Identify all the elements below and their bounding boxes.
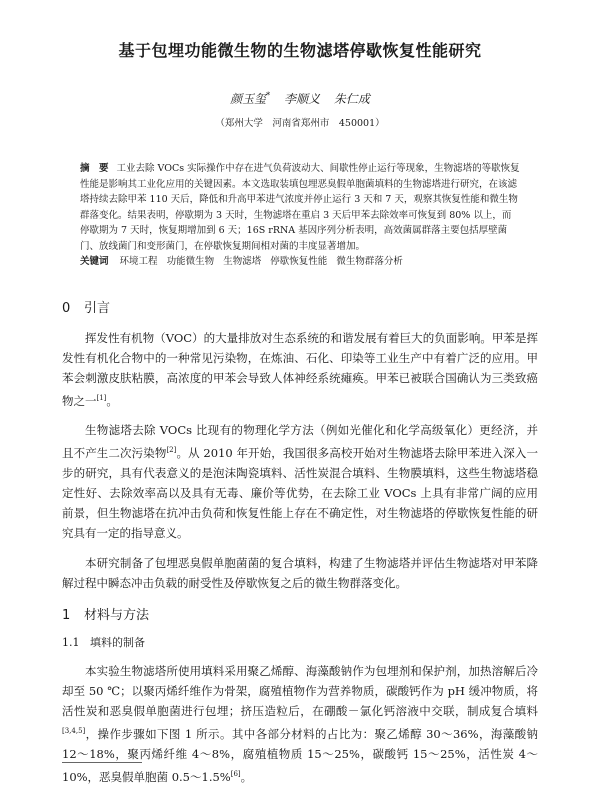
section-number: 1 bbox=[62, 608, 71, 624]
affiliation: （郑州大学 河南省郑州市 450001） bbox=[215, 118, 385, 129]
keyword: 生物滤塔 bbox=[223, 256, 262, 267]
paragraph-end: 。 bbox=[240, 769, 253, 784]
paragraph-text: 生物滤塔去除 VOCs 比现有的物理化学方法（例如光催化和化学高级氧化）更经济，并且不产生二次污染物 bbox=[62, 423, 538, 461]
intro-paragraph-1 bbox=[62, 328, 538, 411]
paragraph-end: 。 bbox=[106, 393, 118, 408]
subsection-title: 填料的制备 bbox=[90, 636, 145, 650]
keyword: 停歇恢复性能 bbox=[270, 256, 328, 267]
paper-title: 基于包埋功能微生物的生物滤塔停歇恢复性能研究 bbox=[118, 41, 482, 60]
section-heading-intro bbox=[62, 300, 538, 318]
section-heading-methods bbox=[62, 607, 538, 625]
paragraph-text: ，操作步骤如下图 1 所示。其中各部分材料的占比为：聚乙烯醇 30～36%，海藻酸钠 12～18%，聚丙烯纤维 4～8%，腐殖植物质 15～25%，碳酸钙 15～25%，活性炭 4～10%，恶臭假单胞菌 0.5～1.5% bbox=[62, 726, 538, 784]
abstract bbox=[80, 161, 520, 254]
author-name: 朱仁成 bbox=[333, 92, 370, 106]
keyword: 功能微生物 bbox=[166, 256, 215, 267]
paragraph-text: 本实验生物滤塔所使用填料采用聚乙烯醇、海藻酸钠作为包埋剂和保护剂，加热溶解后冷却至 50 ℃；以聚丙烯纤维作为骨架，腐殖植物作为营养物质，碳酸钙作为 pH 缓冲物质，将活性炭和恶臭假单胞菌进行包埋；挤压造粒后，在硼酸－氯化钙溶液中交联，制成复合填料 bbox=[62, 664, 538, 719]
abstract-text: 工业去除 VOCs 实际操作中存在进气负荷波动大、间歇性停止运行等现象，生物滤塔的等歇恢复性能是影响其工业化应用的关键因素。本文选取装填包埋恶臭假单胞菌填料的生物滤塔进行研究，在该滤塔持续去除甲苯 110 天后，降低和升高甲苯进气浓度并停止运行 3 天和 7 天，观察其恢复性能和微生物群落变化。结果表明，停歇期为 3 天时，生物滤塔在重启 3 天后甲苯去除效率可恢复到 80% 以上，而停歇期为 7 天时，恢复期增加到 6 天；16S rRNA 基因序列分析表明，高效菌属群落主要包括厚壁菌门、放线菌门和变形菌门，在停歇恢复期间相对菌的丰度显著增加。 bbox=[80, 163, 520, 252]
citation: [6] bbox=[230, 769, 241, 778]
intro-paragraph-2 bbox=[62, 420, 538, 543]
paragraph-text: 挥发性有机物（VOC）的大量排放对生态系统的和谐发展有着巨大的负面影响。甲苯是挥发性有机化合物中的一种常见污染物，在炼油、石化、印染等工业生产中有着广泛的应用。甲苯会刺激皮肤粘膜，高浓度的甲苯会导致人体神经系统瘫痪。甲苯已被联合国确认为三类致癌物之一 bbox=[62, 330, 538, 408]
author-name: 李顺义 bbox=[283, 92, 320, 106]
subsection-number: 1.1 bbox=[62, 636, 80, 650]
keyword: 微生物群落分析 bbox=[336, 256, 403, 267]
section-number: 0 bbox=[62, 300, 71, 316]
methods-paragraph-1 bbox=[62, 661, 538, 787]
paragraph-text: 。从 2010 年开始，我国很多高校开始对生物滤塔去除甲苯进入深入一步的研究，具有代表意义的是泡沫陶瓷填料、活性炭混合填料、生物膜填料，这些生物滤塔稳定性好、去除效率高以及具有无毒、廉价等优势，在去除工业 VOCs 上具有非常广阔的应用前景，但生物滤塔在抗冲击负荷和恢复性能上存在不确定性，对生物滤塔的停歇恢复性能的研究具有一定的指导意义。 bbox=[62, 446, 539, 541]
author-name: 颜玉玺 bbox=[230, 92, 267, 106]
subsection-heading bbox=[62, 635, 538, 651]
abstract-label: 摘 要 bbox=[80, 163, 109, 174]
citation: [1] bbox=[96, 393, 107, 402]
citation: [3,4,5] bbox=[62, 727, 86, 736]
section-title: 引言 bbox=[84, 300, 111, 316]
keywords-label: 关键词 bbox=[80, 256, 109, 267]
author-list bbox=[62, 88, 538, 107]
footnote-rule bbox=[62, 762, 142, 763]
keyword: 环境工程 bbox=[119, 256, 158, 267]
citation: [2] bbox=[166, 446, 177, 455]
keywords bbox=[80, 254, 520, 270]
author-mark: * bbox=[266, 91, 271, 100]
intro-paragraph-3: 本研究制备了包埋恶臭假单胞菌菌的复合填料，构建了生物滤塔并评估生物滤塔对甲苯降解过程中瞬态冲击负载的耐受性及停歇恢复之后的微生物群落变化。 bbox=[62, 556, 538, 591]
section-title: 材料与方法 bbox=[84, 608, 150, 624]
